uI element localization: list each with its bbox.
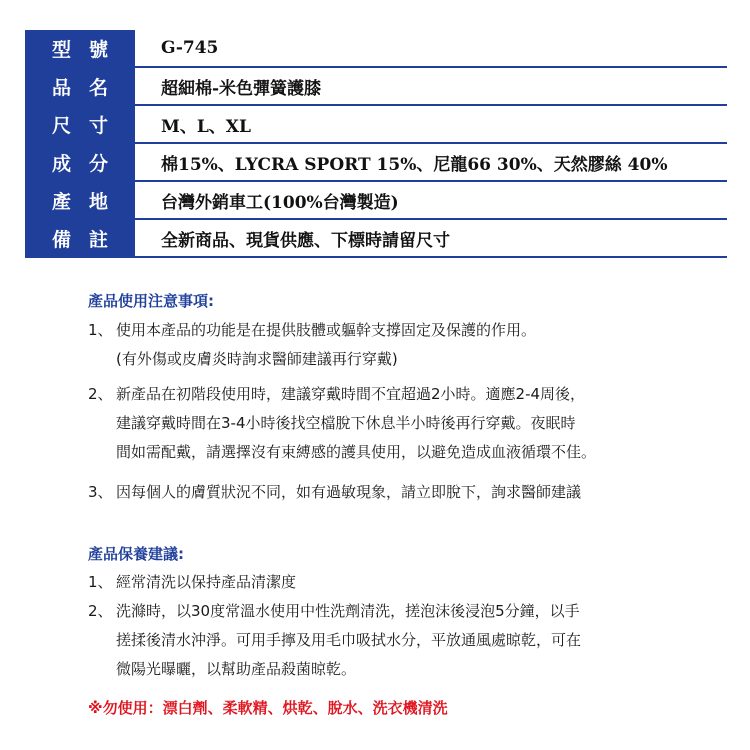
item-line: 搓揉後清水沖淨。可用手擰及用毛巾吸拭水分，平放通風處晾乾，可在 [116, 631, 582, 649]
spec-label: 成分 [25, 144, 135, 180]
spec-label: 產地 [25, 182, 135, 218]
item-line: 經常清洗以保持產品清潔度 [116, 573, 297, 591]
item-number: 1、 [88, 321, 113, 339]
spec-label: 品名 [25, 68, 135, 104]
spec-row-note [25, 220, 727, 258]
spec-value: 超細棉-米色彈簧護膝 [161, 78, 322, 99]
item-line: 新產品在初階段使用時，建議穿戴時間不宜超過2小時。適應2-4周後， [116, 385, 586, 403]
care-item-2 [88, 597, 728, 684]
item-number: 3、 [88, 483, 113, 501]
spec-row-composition [25, 144, 727, 182]
item-number: 2、 [88, 602, 113, 620]
usage-item-3 [88, 478, 728, 507]
spec-value: M、L、XL [161, 116, 251, 137]
item-line: 間如需配戴，請選擇沒有束縛感的護具使用，以避免造成血液循環不佳。 [116, 443, 597, 461]
item-number: 1、 [88, 573, 113, 591]
item-line: 使用本產品的功能是在提供肢體或軀幹支撐固定及保護的作用。 [116, 321, 537, 339]
usage-item-2 [88, 380, 728, 467]
item-line: 建議穿戴時間在3-4小時後找空檔脫下休息半小時後再行穿戴。夜眠時 [116, 414, 576, 432]
spec-row-size [25, 106, 727, 144]
warning-text: ※勿使用：漂白劑、柔軟精、烘乾、脫水、洗衣機清洗 [88, 699, 448, 717]
care-item-1 [88, 568, 728, 597]
spec-table [25, 30, 727, 258]
item-line: (有外傷或皮膚炎時詢求醫師建議再行穿戴) [116, 350, 398, 368]
spec-value: 台灣外銷車工(100%台灣製造) [161, 192, 399, 213]
item-line: 微陽光曝曬，以幫助產品殺菌晾乾。 [116, 660, 357, 678]
spec-row-origin [25, 182, 727, 220]
usage-item-1 [88, 316, 728, 374]
spec-value: G-745 [161, 38, 219, 58]
spec-label: 尺寸 [25, 106, 135, 142]
usage-title: 產品使用注意事項: [88, 292, 214, 310]
item-number: 2、 [88, 385, 113, 403]
spec-row-model [25, 30, 727, 68]
item-line: 洗滌時，以30度常溫水使用中性洗劑清洗，搓泡沫後浸泡5分鐘，以手 [116, 602, 580, 620]
spec-label: 備註 [25, 220, 135, 256]
item-line: 因每個人的膚質狀況不同，如有過敏現象，請立即脫下，詢求醫師建議 [116, 483, 582, 501]
spec-value: 全新商品、現貨供應、下標時請留尺寸 [161, 230, 450, 251]
spec-row-name [25, 68, 727, 106]
spec-label: 型號 [25, 30, 135, 66]
care-title: 產品保養建議: [88, 545, 184, 563]
spec-value: 棉15%、LYCRA SPORT 15%、尼龍66 30%、天然膠絲 40% [161, 154, 668, 175]
